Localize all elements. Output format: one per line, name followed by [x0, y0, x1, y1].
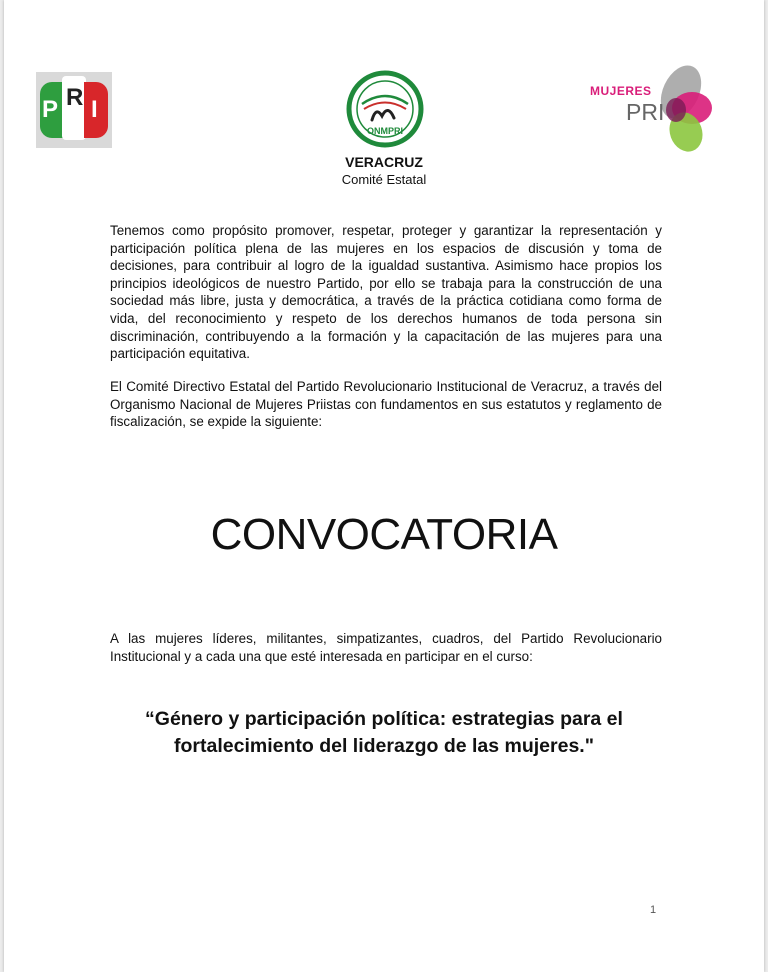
committee-paragraph: El Comité Directivo Estatal del Partido Revolucionario Institucional de Veracruz, a través del Organismo Nacional de Mujeres Priistas con fundamentos en sus estatutos y reglamento de fiscalización, se expide la siguiente: [110, 379, 662, 430]
onmpri-emblem [346, 70, 424, 148]
purpose-paragraph: Tenemos como propósito promover, respetar, proteger y garantizar la representación y participación política plena de las mujeres en los espacios de discusión y toma de decisiones, para contribuir al logro de la igualdad sustantiva. Asimismo hace propios los principios ideológicos de nuestro Partido, por ello se trabaja para la construcción de una sociedad más libre, justa y democrática, a través de la práctica cotidiana como forma de vida, del reconocimiento y respeto de los derechos humanos de toda persona sin discriminación, contribuyendo a la formación y la capacitación de las mujeres para una participación equitativa. [110, 223, 662, 362]
state-name: VERACRUZ [345, 154, 423, 170]
pri-logo-letter-r: R [66, 84, 84, 111]
pri-logo-letter-p: P [42, 96, 59, 123]
onmpri-emblem-text: ONMPRI [367, 126, 403, 136]
course-title: “Género y participación política: estrategias para el fortalecimiento del liderazgo de las mujeres." [145, 708, 623, 757]
convocatoria-heading: CONVOCATORIA [210, 510, 558, 559]
committee-name: Comité Estatal [341, 172, 427, 187]
mujeres-pri-logo [586, 64, 726, 154]
pri-logo [36, 72, 112, 148]
mujeres-pri-logo-line1: MUJERES [590, 84, 652, 98]
document-page [4, 0, 764, 972]
invitation-paragraph: A las mujeres líderes, militantes, simpatizantes, cuadros, del Partido Revolucionario Institucional y a cada una que esté interesada en participar en el curso: [110, 631, 662, 664]
mujeres-pri-logo-line2: PRI [626, 99, 665, 125]
pri-logo-letter-i: I [91, 96, 98, 123]
page-number: 1 [650, 904, 657, 916]
